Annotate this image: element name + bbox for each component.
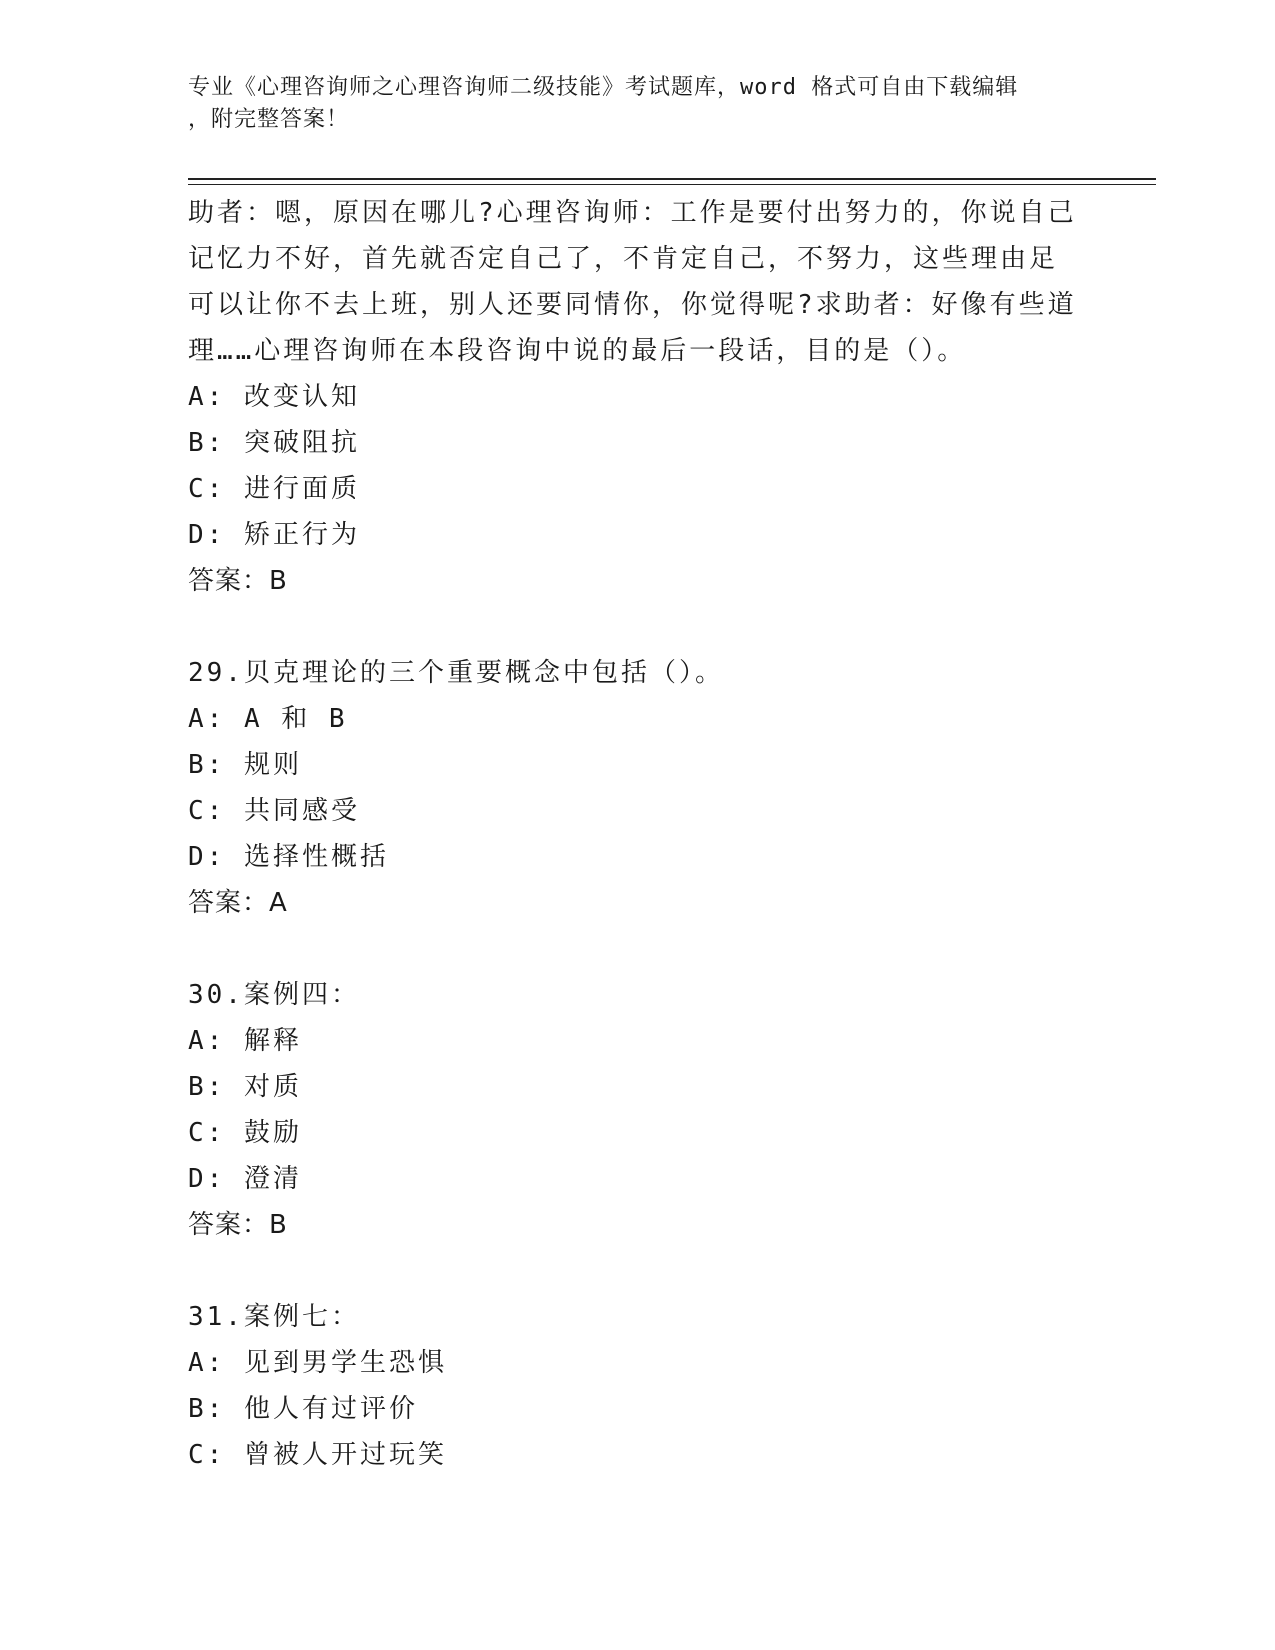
option-b: B: 规则 bbox=[188, 750, 302, 780]
question-stem: 31.案例七： bbox=[188, 1302, 360, 1332]
option-c: C: 共同感受 bbox=[188, 796, 360, 826]
option-b: B: 他人有过评价 bbox=[188, 1394, 418, 1424]
question-31 bbox=[188, 1294, 1088, 1478]
option-d: D: 选择性概括 bbox=[188, 842, 389, 872]
option-c: C: 进行面质 bbox=[188, 474, 360, 504]
option-c: C: 鼓励 bbox=[188, 1118, 302, 1148]
question-text-line: 理……心理咨询师在本段咨询中说的最后一段话，目的是（）。 bbox=[188, 336, 967, 366]
question-stem: 29.贝克理论的三个重要概念中包括（）。 bbox=[188, 658, 724, 688]
option-b: B: 对质 bbox=[188, 1072, 302, 1102]
answer-line: 答案：A bbox=[188, 888, 288, 918]
header-divider-thick bbox=[188, 178, 1156, 180]
question-29 bbox=[188, 650, 1088, 926]
question-stem: 30.案例四： bbox=[188, 980, 360, 1010]
header-divider-thin bbox=[188, 184, 1156, 185]
option-a: A: 解释 bbox=[188, 1026, 302, 1056]
document-body bbox=[188, 190, 1088, 1478]
question-28-continued bbox=[188, 190, 1088, 604]
option-d: D: 矫正行为 bbox=[188, 520, 360, 550]
question-text-line: 可以让你不去上班，别人还要同情你，你觉得呢?求助者：好像有些道 bbox=[188, 290, 1077, 320]
answer-line: 答案：B bbox=[188, 566, 288, 596]
question-30 bbox=[188, 972, 1088, 1248]
question-text-line: 记忆力不好，首先就否定自己了，不肯定自己，不努力，这些理由足 bbox=[188, 244, 1059, 274]
option-a: A: A 和 B bbox=[188, 704, 348, 734]
answer-line: 答案：B bbox=[188, 1210, 288, 1240]
option-b: B: 突破阻抗 bbox=[188, 428, 360, 458]
question-text-line: 助者：嗯，原因在哪儿?心理咨询师：工作是要付出努力的，你说自己 bbox=[188, 198, 1077, 228]
option-c: C: 曾被人开过玩笑 bbox=[188, 1440, 447, 1470]
option-a: A: 见到男学生恐惧 bbox=[188, 1348, 447, 1378]
option-d: D: 澄清 bbox=[188, 1164, 302, 1194]
option-a: A: 改变认知 bbox=[188, 382, 360, 412]
document-header bbox=[188, 72, 1068, 136]
header-line-2: ，附完整答案！ bbox=[188, 107, 350, 132]
header-line-1: 专业《心理咨询师之心理咨询师二级技能》考试题库，word 格式可自由下载编辑 bbox=[188, 75, 1019, 100]
